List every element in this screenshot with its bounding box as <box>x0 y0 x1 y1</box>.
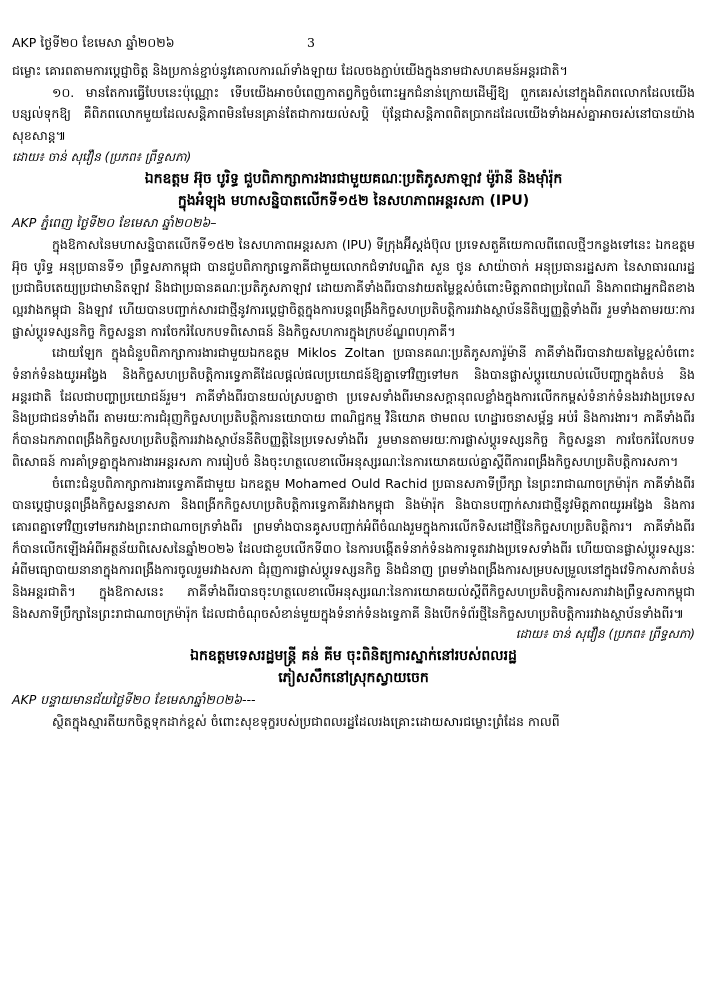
article2-paragraph-1: ក្នុងឱកាសនៃមហាសន្និបាតលើកទី១៥២ នៃសហភាពអន្តរសភា (IPU) ទីក្រុងអ៊ីស្តង់ប៊ុល ប្រទេសតួគីយេកាលពីពេលថ្មីៗកន្លងទៅនេះ ឯកឧត្តម អ៊ុច បូរិទ្ធ អនុប្រធានទី១ ព្រឹទ្ធសភាកម្ពុជា បានជួបពិភាក្សាទ្វេភាគីជាមួយលោកជំទាវបណ្ឌិត សួន ថូន សាយ៉ាចាក់ អនុប្រធានរដ្ឋសភា នៃសាធារណរដ្ឋប្រជាធិបតេយ្យប្រជាមានិតឡាវ និងជាប្រធានគណៈប្រតិភូសភាឡាវ ដោយភាគីទាំងពីរបានវាយតម្លៃខ្ពស់ចំពោះមិត្តភាពជាប្រពៃណី និងភាពជាអ្នកជិតខាងល្អរវាងកម្ពុជា និងឡាវ ហើយបានបញ្ជាក់សារជាថ្មីនូវការប្តេជ្ញាចិត្តក្នុងការបន្តពង្រឹងកិច្ចសហប្រតិបត្តិការរវាងស្ថាប័ននីតិប្បញ្ញត្តិទាំងពីរ រួមទាំងតាមរយៈការផ្លាស់ប្តូរទស្សនកិច្ច កិច្ចសន្ទនា ការចែករំលែកបទពិសោធន៍ និងកិច្ចសហការក្នុងក្របខ័ណ្ឌពហុភាគី។ <box>12 236 695 339</box>
article2-title-line2: ក្នុងអំឡុង មហាសន្និបាតលើកទី១៥២ នៃសហភាពអន្តរសភា (IPU) <box>177 192 530 209</box>
header-date: AKP ថ្ងៃទី២០ ខែមេសា ឆ្នាំ២០២៦ <box>12 35 175 50</box>
page-number: 3 <box>307 35 315 50</box>
article3-title-line2: ភៀសសឹកនៅស្រុកស្វាយចេក <box>278 670 429 687</box>
article2-paragraph-2: ដោយឡែក ក្នុងជំនួបពិភាក្សាការងារជាមួយឯកឧត្តម Miklos Zoltan ប្រធានគណៈប្រតិភូសភារ៉ូម៉ានី ភាគីទាំងពីរបានវាយតម្លៃខ្ពស់ចំពោះទំនាក់ទំនងយូរអង្វែង និងកិច្ចសហប្រតិបត្តិការទ្វេភាគីដែលផ្តល់ផលប្រយោជន៍ឱ្យគ្នាទៅវិញទៅមក និងបានផ្លាស់ប្តូរយោបល់លើបញ្ហាក្នុងតំបន់ និងអន្តរជាតិ ដែលជាបញ្ហាប្រយោជន៍រួម។ ភាគីទាំងពីរបានយល់ស្របគ្នាថា ប្រទេសទាំងពីរមានសក្តានុពលខ្លាំងក្នុងការលើកកម្ពស់ទំនាក់ទំនងរវាងប្រទេស និងប្រជាជនទាំងពីរ តាមរយៈការជំរុញកិច្ចសហប្រតិបត្តិការនយោបាយ ពាណិជ្ជកម្ម វិនិយោគ ថាមពល ហេដ្ឋារចនាសម្ព័ន្ធ អប់រំ និងការងារ។ ភាគីទាំងពីរ ក៏បានឯកភាពពង្រឹងកិច្ចសហប្រតិបត្តិការរវាងស្ថាប័ននីតិបញ្ញត្តិនៃប្រទេសទាំងពីរ រួមមានតាមរយៈការផ្លាស់ប្តូរទស្សនកិច្ច កិច្ចសន្ទនា ការចែករំលែកបទពិសោធន៍ ការគាំទ្រគ្នាក្នុងការងារអន្តរសភា ការរៀបចំ និងចុះហត្ថលេខាលើអនុស្សរណៈនៃការយោគយល់គ្នាស្តីពីការពង្រឹងកិច្ចសហប្រតិបត្តិការសភា។ <box>12 345 695 469</box>
article1-continuation: ជម្លោះ គោរពតាមការប្តេជ្ញាចិត្ត និងប្រកាន់ខ្ជាប់នូវគោលការណ៍ទាំងឡាយ ដែលចងភ្ជាប់យើងក្នុងនាមជាសហគមន៍អន្តរជាតិ។ <box>12 63 568 78</box>
article3-first-line: ស្ថិតក្នុងស្មារតីយកចិត្តទុកដាក់ខ្ពស់ ចំពោះសុខទុក្ខរបស់ប្រជាពលរដ្ឋដែលរងគ្រោះដោយសារជម្លោះព្រំដែន កាលពី <box>52 714 560 730</box>
article2-paragraph-3: ចំពោះជំនួបពិភាក្សាការងារទ្វេភាគីជាមួយ ឯកឧត្តម Mohamed Ould Rachid ប្រធានសភាទីប្រឹក្សា នៃព្រះរាជាណាចក្រម៉ារ៉ុក ភាគីទាំងពីរបានប្តេជ្ញាបន្តពង្រឹងកិច្ចសន្ទនាសភា និងពង្រីកកិច្ចសហប្រតិបត្តិការទ្វេភាគីរវាងកម្ពុជា និងម៉ារ៉ុក និងបានបញ្ជាក់សារជាថ្មីនូវមិត្តភាពយូរអង្វែង និងការគោរពគ្នាទៅវិញទៅមករវាងព្រះរាជាណាចក្រទាំងពីរ ព្រមទាំងបានគូសបញ្ជាក់អំពីចំណងរួមក្នុងការលើកទិសដៅថ្មីនៃកិច្ចសហប្រតិបត្តិការ។ ភាគីទាំងពីរ ក៏បានលើកឡើងអំពីអត្ថន័យពិសេសនៃឆ្នាំ២០២៦ ដែលជាខួបលើកទី៣០ នៃការបង្កើតទំនាក់ទំនងការទូតរវាងប្រទេសទាំងពីរ ហើយបានផ្លាស់ប្តូរទស្សនៈអំពីមធ្យោបាយនានាក្នុងការពង្រឹងការចូលរួមរវាងសភា ជំរុញការផ្លាស់ប្តូរទស្សនកិច្ច និងជំនាញ ព្រមទាំងពង្រឹងការសម្របសម្រួលនៅក្នុងវេទិកាសភាតំបន់ និងអន្តរជាតិ។ ក្នុងឱកាសនេះ ភាគីទាំងពីរបានចុះហត្ថលេខាលើអនុស្សរណៈនៃការយោគយល់ស្តីពីកិច្ចសហប្រតិបត្តិការសភារវាងព្រឹទ្ធសភាកម្ពុជា និងសភាទីប្រឹក្សានៃព្រះរាជាណាចក្រម៉ារ៉ុក ដែលជាចំណុចសំខាន់មួយក្នុងទំនាក់ទំនងទ្វេភាគី និងបើកទំព័រថ្មីនៃកិច្ចសហប្រតិបត្តិការរវាងស្ថាប័នទាំងពីរ៕ <box>12 475 695 621</box>
article3-dateline: AKP បន្ទាយមានជ័យថ្ងៃទី២០ ខែមេសាឆ្នាំ២០២៦--- <box>12 692 256 708</box>
article1-point-10: ១០. មានតែការធ្វើបែបនេះប៉ុណ្ណោះ ទើបយើងអាចបំពេញកាតព្វកិច្ចចំពោះអ្នកជំនាន់ក្រោយដើម្បីឱ្យ ពួកគេរស់នៅក្នុងពិភពលោកដែលយើងបន្សល់ទុកឱ្យ គឺពិភពលោកមួយដែលសន្តិភាពមិនមែនគ្រាន់តែជាការយល់សប្តិ ប៉ុន្តែជាសន្តិភាពពិតប្រាកដដែលយើងទាំងអស់គ្នាអាចរស់នៅបានយ៉ាងសុខសាន្ត៕ <box>12 84 695 144</box>
article2-title-line1: ឯកឧត្តម អ៊ុច បូរិទ្ធ ជួបពិភាក្សាការងារជាមួយគណៈប្រតិភូសភាឡាវ ម៉ូរ៉ានី និងម៉ាំរ៉ុក <box>144 170 563 187</box>
document-body <box>12 60 695 733</box>
article1-byline: ដោយ៖ ចាន់ សុវឿន (ប្រភព៖ ព្រឹទ្ធសភា) <box>12 149 192 164</box>
article2-byline: ដោយ៖ ចាន់ សុវឿន (ប្រភព៖ ព្រឹទ្ធសភា) <box>515 627 695 642</box>
article3-title-line1: ឯកឧត្តមទេសរដ្ឋមន្ត្រី គន់ គីម ចុះពិនិត្យការស្នាក់នៅរបស់ពលរដ្ឋ <box>190 648 517 665</box>
article2-dateline: AKP ភ្នំពេញ ថ្ងៃទី២០ ខែមេសា ឆ្នាំ២០២៦– <box>12 214 217 230</box>
page-header <box>12 35 692 55</box>
